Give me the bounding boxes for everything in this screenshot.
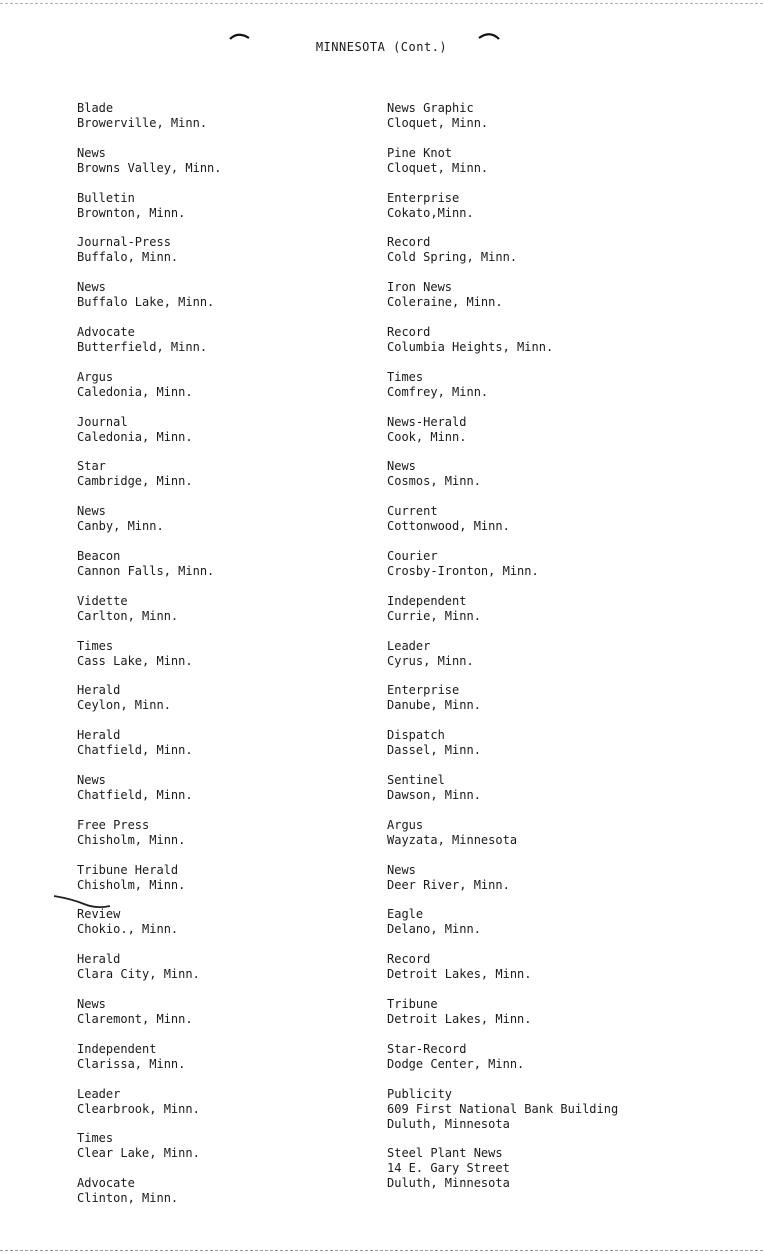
right-newspaper-entry <box>387 549 539 579</box>
left-newspaper-entry <box>77 191 185 221</box>
left-newspaper-entry <box>77 504 164 534</box>
newspaper-name: Sentinel <box>387 773 445 787</box>
location-line: Cyrus, Minn. <box>387 654 474 668</box>
location-line: Duluth, Minnesota <box>387 1117 510 1131</box>
location-line: Butterfield, Minn. <box>77 340 208 354</box>
newspaper-name: Pine Knot <box>387 146 453 160</box>
newspaper-name: Free Press <box>77 818 150 832</box>
newspaper-name: Tribune <box>387 997 438 1011</box>
location-line: Columbia Heights, Minn. <box>387 340 554 354</box>
newspaper-name: Independent <box>387 594 467 608</box>
newspaper-name: Enterprise <box>387 683 460 697</box>
location-line: Dawson, Minn. <box>387 788 481 802</box>
right-newspaper-entry <box>387 325 553 355</box>
newspaper-name: Record <box>387 325 431 339</box>
location-line: Deer River, Minn. <box>387 878 510 892</box>
address-line: 609 First National Bank Building <box>387 1102 619 1116</box>
newspaper-name: Independent <box>77 1042 157 1056</box>
right-newspaper-entry <box>387 459 481 489</box>
newspaper-name: Eagle <box>387 907 424 921</box>
right-newspaper-entry <box>387 235 517 265</box>
left-newspaper-entry <box>77 370 193 400</box>
newspaper-name: Dispatch <box>387 728 445 742</box>
location-line: Chisholm, Minn. <box>77 878 186 892</box>
left-newspaper-entry <box>77 863 185 893</box>
newspaper-name: News <box>77 504 106 518</box>
right-newspaper-entry <box>387 415 466 445</box>
location-line: Buffalo Lake, Minn. <box>77 295 215 309</box>
newspaper-name: News <box>77 280 106 294</box>
newspaper-name: Times <box>387 370 424 384</box>
top-dashed-edge <box>0 3 763 4</box>
location-line: Dodge Center, Minn. <box>387 1057 525 1071</box>
left-newspaper-entry <box>77 773 193 803</box>
right-newspaper-entry <box>387 952 532 982</box>
right-newspaper-entry <box>387 683 481 713</box>
left-newspaper-entry <box>77 1176 178 1206</box>
newspaper-name: Herald <box>77 683 121 697</box>
newspaper-name: Star-Record <box>387 1042 467 1056</box>
left-newspaper-entry <box>77 549 214 579</box>
right-newspaper-entry <box>387 1087 618 1132</box>
newspaper-name: Advocate <box>77 1176 135 1190</box>
left-newspaper-entry <box>77 594 178 624</box>
left-newspaper-entry <box>77 235 178 265</box>
newspaper-name: Courier <box>387 549 438 563</box>
left-newspaper-entry <box>77 1042 185 1072</box>
location-line: Clear Lake, Minn. <box>77 1146 200 1160</box>
right-newspaper-entry <box>387 773 481 803</box>
location-line: Browerville, Minn. <box>77 116 208 130</box>
newspaper-name: Advocate <box>77 325 135 339</box>
location-line: Ceylon, Minn. <box>77 698 171 712</box>
newspaper-name: Vidette <box>77 594 128 608</box>
location-line: Wayzata, Minnesota <box>387 833 518 847</box>
left-newspaper-entry <box>77 997 193 1027</box>
location-line: Clarissa, Minn. <box>77 1057 186 1071</box>
right-newspaper-entry <box>387 818 517 848</box>
newspaper-name: Times <box>77 639 114 653</box>
newspaper-name: Star <box>77 459 106 473</box>
newspaper-name: Record <box>387 952 431 966</box>
newspaper-name: Times <box>77 1131 114 1145</box>
newspaper-name: News <box>77 773 106 787</box>
pen-stroke-mark <box>52 893 112 912</box>
location-line: Duluth, Minnesota <box>387 1176 510 1190</box>
newspaper-name: Herald <box>77 728 121 742</box>
right-newspaper-entry <box>387 728 481 758</box>
location-line: Brownton, Minn. <box>77 206 186 220</box>
location-line: Buffalo, Minn. <box>77 250 179 264</box>
newspaper-name: Argus <box>77 370 114 384</box>
location-line: Claremont, Minn. <box>77 1012 193 1026</box>
newspaper-name: Beacon <box>77 549 121 563</box>
right-newspaper-entry <box>387 639 474 669</box>
location-line: Currie, Minn. <box>387 609 481 623</box>
location-line: Caledonia, Minn. <box>77 385 193 399</box>
newspaper-name: Steel Plant News <box>387 1146 503 1160</box>
location-line: Cosmos, Minn. <box>387 474 481 488</box>
right-newspaper-entry <box>387 280 503 310</box>
right-newspaper-entry <box>387 594 481 624</box>
newspaper-name: Iron News <box>387 280 453 294</box>
location-line: Chatfield, Minn. <box>77 788 193 802</box>
left-newspaper-entry <box>77 101 207 131</box>
page-title: MINNESOTA (Cont.) <box>315 40 448 54</box>
location-line: Cook, Minn. <box>387 430 467 444</box>
right-newspaper-entry <box>387 1146 510 1191</box>
left-newspaper-entry <box>77 728 193 758</box>
right-newspaper-entry <box>387 997 532 1027</box>
location-line: Chatfield, Minn. <box>77 743 193 757</box>
newspaper-name: Journal <box>77 415 128 429</box>
left-newspaper-entry <box>77 280 214 310</box>
newspaper-name: Argus <box>387 818 424 832</box>
location-line: Cloquet, Minn. <box>387 116 489 130</box>
location-line: Detroit Lakes, Minn. <box>387 967 532 981</box>
newspaper-name: News <box>387 459 416 473</box>
location-line: Browns Valley, Minn. <box>77 161 222 175</box>
location-line: Clearbrook, Minn. <box>77 1102 200 1116</box>
right-newspaper-entry <box>387 101 488 131</box>
newspaper-name: Leader <box>77 1087 121 1101</box>
left-newspaper-entry <box>77 325 207 355</box>
left-newspaper-entry <box>77 146 222 176</box>
location-line: Clinton, Minn. <box>77 1191 179 1205</box>
newspaper-name: Publicity <box>387 1087 453 1101</box>
location-line: Crosby-Ironton, Minn. <box>387 564 539 578</box>
location-line: Chokio., Minn. <box>77 922 179 936</box>
right-newspaper-entry <box>387 907 481 937</box>
left-newspaper-entry <box>77 415 193 445</box>
left-newspaper-entry <box>77 1131 200 1161</box>
right-newspaper-entry <box>387 370 488 400</box>
location-line: Clara City, Minn. <box>77 967 200 981</box>
location-line: Chisholm, Minn. <box>77 833 186 847</box>
location-line: Comfrey, Minn. <box>387 385 489 399</box>
right-newspaper-entry <box>387 863 510 893</box>
newspaper-name: News-Herald <box>387 415 467 429</box>
location-line: Cambridge, Minn. <box>77 474 193 488</box>
location-line: Detroit Lakes, Minn. <box>387 1012 532 1026</box>
newspaper-name: Leader <box>387 639 431 653</box>
left-newspaper-entry <box>77 818 185 848</box>
newspaper-name: Bulletin <box>77 191 135 205</box>
left-newspaper-entry <box>77 952 200 982</box>
right-newspaper-entry <box>387 146 488 176</box>
newspaper-name: News Graphic <box>387 101 474 115</box>
location-line: Cass Lake, Minn. <box>77 654 193 668</box>
newspaper-name: News <box>77 997 106 1011</box>
left-newspaper-entry <box>77 1087 200 1117</box>
newspaper-name: Blade <box>77 101 114 115</box>
location-line: Dassel, Minn. <box>387 743 481 757</box>
newspaper-name: Record <box>387 235 431 249</box>
newspaper-name: Current <box>387 504 438 518</box>
location-line: Carlton, Minn. <box>77 609 179 623</box>
location-line: Danube, Minn. <box>387 698 481 712</box>
newspaper-name: Enterprise <box>387 191 460 205</box>
newspaper-name: News <box>77 146 106 160</box>
left-newspaper-entry <box>77 683 171 713</box>
newspaper-name: Herald <box>77 952 121 966</box>
right-newspaper-entry <box>387 1042 524 1072</box>
right-newspaper-entry <box>387 191 474 221</box>
newspaper-name: Tribune Herald <box>77 863 179 877</box>
location-line: Cannon Falls, Minn. <box>77 564 215 578</box>
bottom-dashed-edge <box>0 1250 763 1251</box>
newspaper-name: Review <box>77 907 121 921</box>
right-newspaper-entry <box>387 504 510 534</box>
left-newspaper-entry <box>77 459 193 489</box>
location-line: Cloquet, Minn. <box>387 161 489 175</box>
address-line: 14 E. Gary Street <box>387 1161 510 1175</box>
newspaper-name: Journal-Press <box>77 235 171 249</box>
location-line: Cottonwood, Minn. <box>387 519 510 533</box>
location-line: Canby, Minn. <box>77 519 164 533</box>
location-line: Delano, Minn. <box>387 922 481 936</box>
newspaper-name: News <box>387 863 416 877</box>
left-newspaper-entry <box>77 639 193 669</box>
location-line: Cokato,Minn. <box>387 206 474 220</box>
location-line: Coleraine, Minn. <box>387 295 503 309</box>
location-line: Cold Spring, Minn. <box>387 250 518 264</box>
location-line: Caledonia, Minn. <box>77 430 193 444</box>
